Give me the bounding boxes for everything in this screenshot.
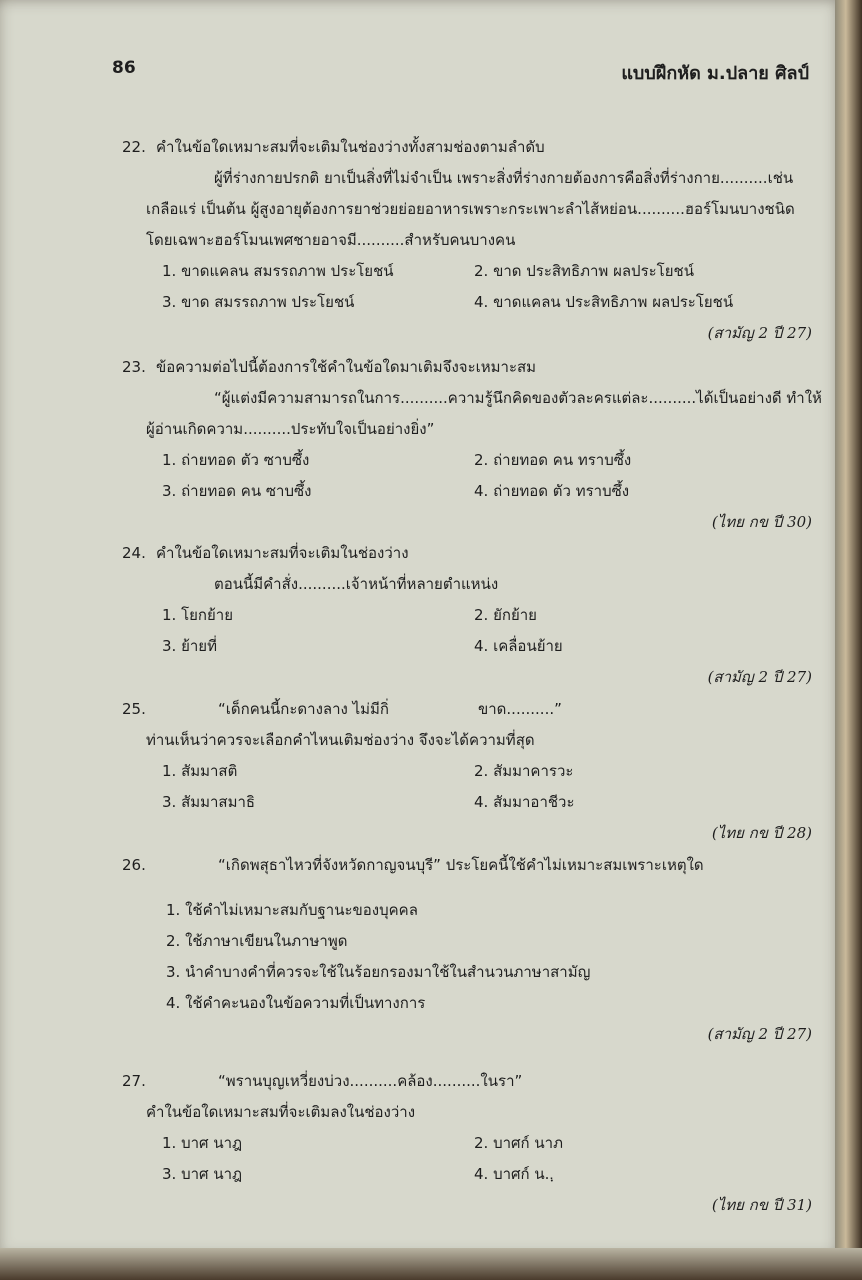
option-4: 4. บาศก์ น..ฺ: [474, 1165, 554, 1183]
passage-line: “ผู้แต่งมีความสามารถในการ..........ความรู้นึกคิดของตัวละครแต่ละ..........ได้เป็นอย่างดี ทำให้: [214, 389, 822, 407]
question-22: [122, 132, 812, 349]
question-source: (ไทย กข ปี 30): [711, 513, 812, 531]
option-4: 4. เคลื่อนย้าย: [474, 637, 563, 655]
passage-line: ท่านเห็นว่าควรจะเลือกคำไหนเติมช่องว่าง จึงจะได้ความที่สุด: [146, 731, 535, 749]
book-title: แบบฝึกหัด ม.ปลาย ศิลป์: [621, 63, 809, 84]
question-number: 22.: [122, 138, 146, 156]
page-header: [112, 58, 809, 88]
option-2: 2. ใช้ภาษาเขียนในภาษาพูด: [166, 932, 348, 950]
question-27: [122, 1066, 812, 1221]
book-bottom-edge: [0, 1248, 862, 1280]
question-stem: คำในข้อใดเหมาะสมที่จะเติมในช่องว่าง: [156, 544, 409, 562]
question-number: 25.: [122, 700, 146, 718]
passage-line: ผู้อ่านเกิดความ..........ประทับใจเป็นอย่างยิ่ง”: [146, 420, 435, 438]
passage-line: โดยเฉพาะฮอร์โมนเพศชายอาจมี..........สำหรับคนบางคน: [146, 231, 516, 249]
option-1: 1. สัมมาสติ: [162, 762, 238, 780]
passage-line: ผู้ที่ร่างกายปรกติ ยาเป็นสิ่งที่ไม่จำเป็น เพราะสิ่งที่ร่างกายต้องการคือสิ่งที่ร่างกาย..........เช่น: [214, 169, 794, 187]
option-3: 3. สัมมาสมาธิ: [162, 793, 256, 811]
question-number: 23.: [122, 358, 146, 376]
question-23: [122, 352, 822, 538]
option-1: 1. ขาดแคลน สมรรถภาพ ประโยชน์: [162, 262, 394, 280]
question-source: (สามัญ 2 ปี 27): [707, 668, 812, 686]
option-3: 3. บาศ นาฎ: [162, 1165, 243, 1183]
option-2: 2. สัมมาคารวะ: [474, 762, 574, 780]
option-4: 4. ถ่ายทอด ตัว ทราบซึ้ง: [474, 482, 630, 500]
question-stem: คำในข้อใดเหมาะสมที่จะเติมในช่องว่างทั้งสามช่องตามลำดับ: [156, 138, 545, 156]
question-number: 27.: [122, 1072, 146, 1090]
question-stem: “พรานบุญเหวี่ยงบ่วง..........คล้อง..........ในรา”: [218, 1072, 523, 1090]
option-1: 1. โยกย้าย: [162, 606, 234, 624]
option-1: 1. ใช้คำไม่เหมาะสมกับฐานะของบุคคล: [166, 901, 418, 919]
question-source: (ไทย กข ปี 28): [711, 824, 812, 842]
question-26: [122, 850, 812, 1050]
passage-line: คำในข้อใดเหมาะสมที่จะเติมลงในช่องว่าง: [146, 1103, 416, 1121]
question-stem-tail: ขาด..........”: [478, 700, 562, 718]
option-2: 2. ถ่ายทอด คน ทราบซึ้ง: [474, 451, 632, 469]
option-1: 1. ถ่ายทอด ตัว ซาบซึ้ง: [162, 451, 310, 469]
question-source: (สามัญ 2 ปี 27): [707, 324, 812, 342]
passage-line: ตอนนี้มีคำสั่ง..........เจ้าหน้าที่หลายตำแหน่ง: [214, 575, 499, 593]
option-3: 3. ขาด สมรรถภาพ ประโยชน์: [162, 293, 355, 311]
question-stem: ข้อความต่อไปนี้ต้องการใช้คำในข้อใดมาเติมจึงจะเหมาะสม: [156, 358, 537, 376]
page-number: 86: [112, 58, 136, 78]
question-number: 24.: [122, 544, 146, 562]
question-number: 26.: [122, 856, 146, 874]
option-1: 1. บาศ นาฎ: [162, 1134, 243, 1152]
option-3: 3. ถ่ายทอด คน ซาบซึ้ง: [162, 482, 312, 500]
option-4: 4. สัมมาอาชีวะ: [474, 793, 575, 811]
option-2: 2. ยักย้าย: [474, 606, 537, 624]
book-edge: [835, 0, 862, 1280]
option-3: 3. นำคำบางคำที่ควรจะใช้ในร้อยกรองมาใช้ในสำนวนภาษาสามัญ: [166, 963, 591, 981]
option-4: 4. ขาดแคลน ประสิทธิภาพ ผลประโยชน์: [474, 293, 734, 311]
passage-line: เกลือแร่ เป็นต้น ผู้สูงอายุต้องการยาช่วยย่อยอาหารเพราะกระเพาะลำไส้หย่อน..........ฮอร์โมนบางชนิด: [146, 200, 795, 218]
question-stem: “เด็กคนนี้กะดางลาง ไม่มีกิ่: [218, 700, 389, 718]
question-source: (ไทย กข ปี 31): [711, 1196, 812, 1214]
question-25: [122, 694, 812, 849]
question-24: [122, 538, 812, 693]
option-3: 3. ย้ายที่: [162, 637, 217, 655]
question-source: (สามัญ 2 ปี 27): [707, 1025, 812, 1043]
option-4: 4. ใช้คำคะนองในข้อความที่เป็นทางการ: [166, 994, 426, 1012]
option-2: 2. บาศก์ นาภ: [474, 1134, 563, 1152]
option-2: 2. ขาด ประสิทธิภาพ ผลประโยชน์: [474, 262, 694, 280]
question-stem: “เกิดพสุธาไหวที่จังหวัดกาญจนบุรี” ประโยคนี้ใช้คำไม่เหมาะสมเพราะเหตุใด: [218, 856, 704, 874]
